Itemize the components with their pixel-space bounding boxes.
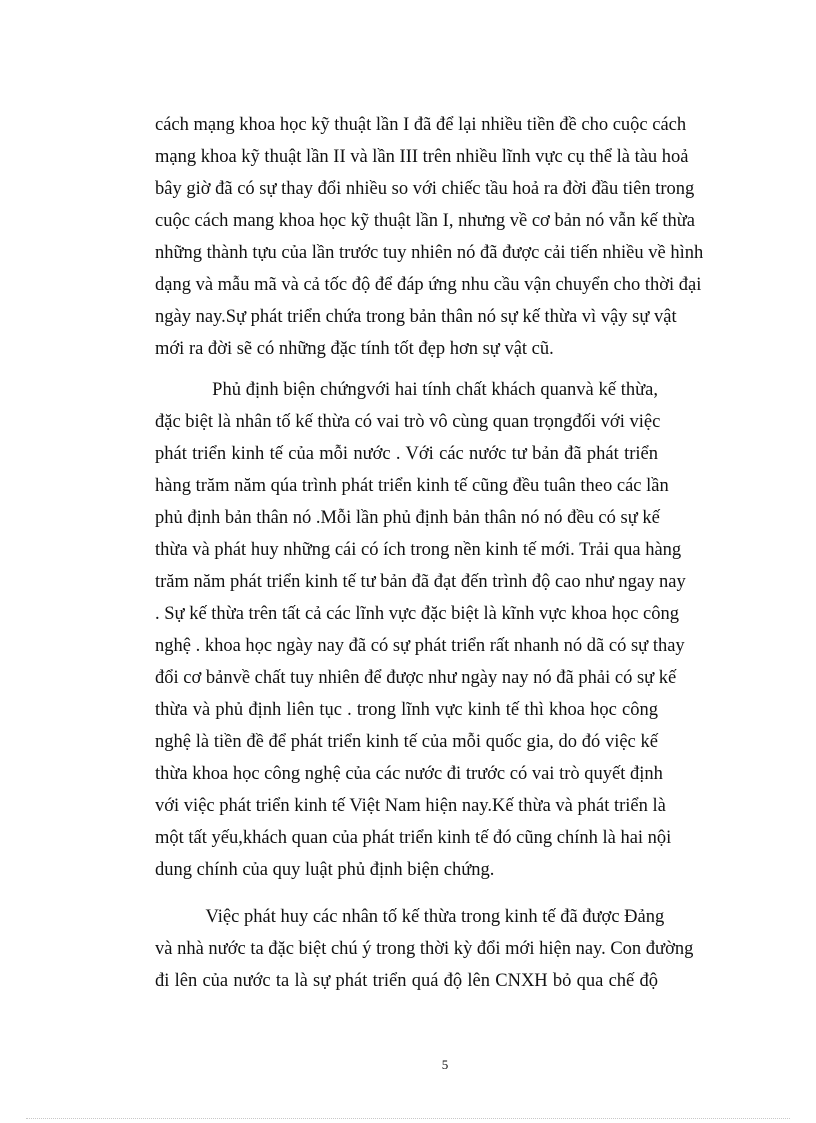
- text-line: Việc phát huy các nhân tố kế thừa trong kinh tế đã được Đảng: [155, 907, 665, 927]
- paragraph-1: [155, 109, 704, 365]
- text-line: nghệ . khoa học ngày nay đã có sự phát triển rất nhanh nó dã có sự thay: [155, 636, 685, 656]
- text-line: Phủ định biện chứngvới hai tính chất khách quanvà kế thừa,: [155, 380, 658, 400]
- text-line: phủ định bản thân nó .Mỗi lần phủ định bản thân nó nó đều có sự kế: [155, 508, 660, 528]
- text-line: trăm năm phát triển kinh tế tư bản đã đạt đến trình độ cao như ngay nay: [155, 572, 686, 592]
- page-number: 5: [441, 1057, 449, 1072]
- paragraph-3: [155, 901, 694, 997]
- text-line: mạng khoa kỹ thuật lần II và lần III trên nhiều lĩnh vực cụ thể là tàu hoả: [155, 147, 689, 167]
- text-line: với việc phát triển kinh tế Việt Nam hiện nay.Kế thừa và phát triển là: [155, 796, 666, 816]
- text-line: phát triển kinh tế của mỗi nước . Với các nước tư bản đã phát triển: [155, 444, 658, 464]
- text-line: những thành tựu của lần trước tuy nhiên nó đã được cải tiến nhiều về hình: [155, 243, 704, 263]
- text-line: nghệ là tiền đề để phát triển kinh tế của mỗi quốc gia, do đó việc kế: [155, 732, 658, 752]
- text-line: cách mạng khoa học kỹ thuật lần I đã để lại nhiều tiền đề cho cuộc cách: [155, 115, 687, 135]
- text-line: đi lên của nước ta là sự phát triển quá độ lên CNXH bỏ qua chế độ: [155, 971, 658, 991]
- text-line: . Sự kế thừa trên tất cả các lĩnh vực đặc biệt là kĩnh vực khoa học công: [155, 604, 680, 624]
- page-bottom-divider: [26, 1118, 790, 1119]
- text-line: dung chính của quy luật phủ định biện chứng.: [155, 860, 495, 880]
- text-line: ngày nay.Sự phát triển chứa trong bản thân nó sự kế thừa vì vậy sự vật: [155, 307, 677, 327]
- text-line: và nhà nước ta đặc biệt chú ý trong thời kỳ đổi mới hiện nay. Con đường: [155, 939, 694, 959]
- text-line: dạng và mẫu mã và cả tốc độ để đáp ứng nhu cầu vận chuyển cho thời đại: [155, 275, 702, 295]
- text-line: một tất yếu,khách quan của phát triển kinh tế đó cũng chính là hai nội: [155, 828, 672, 848]
- paragraph-2: [155, 374, 686, 886]
- text-line: bây giờ đã có sự thay đổi nhiều so với chiếc tầu hoả ra đời đầu tiên trong: [155, 179, 695, 199]
- text-line: đặc biệt là nhân tố kế thừa có vai trò vô cùng quan trọngđối với việc: [155, 412, 661, 432]
- text-line: thừa khoa học công nghệ của các nước đi trước có vai trò quyết định: [155, 764, 663, 784]
- text-line: thừa và phủ định liên tục . trong lĩnh vực kinh tế thì khoa học công: [155, 700, 658, 720]
- text-line: đổi cơ bảnvề chất tuy nhiên để được như ngày nay nó đã phải có sự kế: [155, 668, 677, 688]
- text-line: hàng trăm năm qúa trình phát triển kinh tế cũng đều tuân theo các lần: [155, 476, 669, 496]
- text-line: mới ra đời sẽ có những đặc tính tốt đẹp hơn sự vật cũ.: [155, 339, 554, 359]
- text-line: cuộc cách mang khoa học kỹ thuật lần I, nhưng về cơ bản nó vẫn kế thừa: [155, 211, 695, 231]
- text-line: thừa và phát huy những cái có ích trong nền kinh tế mới. Trải qua hàng: [155, 540, 682, 560]
